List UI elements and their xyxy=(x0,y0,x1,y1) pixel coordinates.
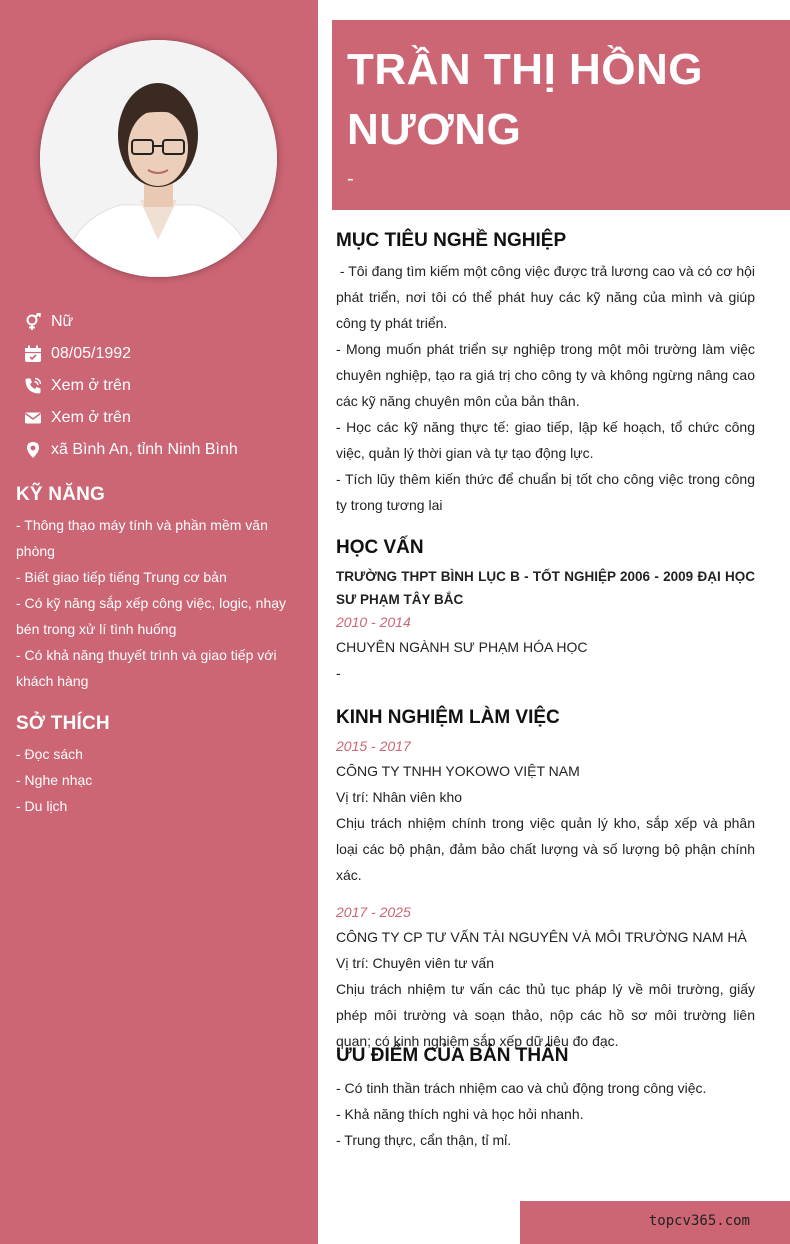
phone-row xyxy=(24,370,314,402)
sidebar xyxy=(0,0,318,1244)
email-icon xyxy=(24,409,42,427)
objective-title: MỤC TIÊU NGHỀ NGHIỆP xyxy=(336,230,567,251)
skills-line: bén trong xử lí tình huống xyxy=(16,621,177,637)
skills-line: - Thông thạo máy tính và phần mềm văn xyxy=(16,517,268,533)
skills-line: khách hàng xyxy=(16,673,89,689)
birthday-row xyxy=(24,338,314,370)
strengths-title: ƯU ĐIỂM CỦA BẢN THÂN xyxy=(336,1045,569,1066)
email-text: Xem ở trên xyxy=(51,409,131,426)
job-position: Vị trí: Chuyên viên tư vấn xyxy=(336,955,494,971)
job-description: Chịu trách nhiệm tư vấn các thủ tục pháp lý về môi trường, giấy phép môi trường và soạn thảo, nộp các hồ sơ môi trường liên quan; có kinh nghiệm sắp xếp dữ liệu đo đạc. xyxy=(336,981,755,1049)
strength-item: - Khả năng thích nghi và học hỏi nhanh. xyxy=(336,1106,584,1122)
hobby-item: - Đọc sách xyxy=(16,746,83,762)
candidate-name: TRẦN THỊ HỒNG NƯƠNG xyxy=(347,45,704,154)
job-period: 2015 - 2017 xyxy=(336,738,411,754)
job-position: Vị trí: Nhân viên kho xyxy=(336,789,463,805)
school-name: TRƯỜNG THPT BÌNH LỤC B - TỐT NGHIỆP 2006 - 2009 ĐẠI HỌC SƯ PHẠM TÂY BẮC xyxy=(336,569,755,607)
job-company: CÔNG TY TNHH YOKOWO VIỆT NAM xyxy=(336,763,580,779)
calendar-icon xyxy=(24,345,42,363)
education-major: CHUYÊN NGÀNH SƯ PHẠM HÓA HỌC xyxy=(336,639,588,655)
objective-paragraph: - Tích lũy thêm kiến thức để chuẩn bị tốt cho công việc trong công ty trong tương lai xyxy=(336,471,755,513)
education-period: 2010 - 2014 xyxy=(336,614,411,630)
address-row xyxy=(24,434,314,466)
gender-icon xyxy=(24,313,42,331)
hobby-item: - Du lịch xyxy=(16,798,68,814)
hobbies-section xyxy=(16,713,296,819)
email-row xyxy=(24,402,314,434)
job-description: Chịu trách nhiệm chính trong việc quản lý kho, sắp xếp và phân loại các bộ phận, đảm bảo chất lượng và số lượng bộ phận chính xác. xyxy=(336,815,755,883)
education-note: - xyxy=(336,665,341,681)
hobbies-title: SỞ THÍCH xyxy=(16,713,110,734)
skills-section xyxy=(16,484,296,694)
gender-row xyxy=(24,306,314,338)
strength-item: - Trung thực, cẩn thận, tỉ mỉ. xyxy=(336,1132,512,1148)
skills-line: - Biết giao tiếp tiếng Trung cơ bản xyxy=(16,569,227,585)
objective-section xyxy=(336,228,759,518)
address-text: xã Bình An, tỉnh Ninh Bình xyxy=(51,441,238,458)
birthday-text: 08/05/1992 xyxy=(51,345,132,362)
education-section xyxy=(336,535,755,686)
location-icon xyxy=(24,441,42,459)
objective-paragraph: - Học các kỹ năng thực tế: giao tiếp, lập kế hoạch, tổ chức công việc, quản lý thời gian và tự tạo động lực. xyxy=(336,419,755,461)
hobby-item: - Nghe nhạc xyxy=(16,772,93,788)
phone-icon xyxy=(24,377,42,395)
avatar xyxy=(40,40,277,277)
objective-paragraph: - Mong muốn phát triển sự nghiệp trong một môi trường làm việc chuyên nghiệp, tạo ra giá trị cho công ty và không ngừng nâng cao các kỹ năng chuyên môn của bản thân. xyxy=(336,341,755,409)
experience-title: KINH NGHIỆM LÀM VIỆC xyxy=(336,707,560,728)
skills-title: KỸ NĂNG xyxy=(16,484,106,505)
portrait-photo xyxy=(40,40,277,277)
footer-site: topcv365.com xyxy=(648,1213,750,1229)
contact-info xyxy=(24,306,314,466)
skills-line: - Có kỹ năng sắp xếp công việc, logic, nhạy xyxy=(16,595,287,611)
job-company: CÔNG TY CP TƯ VẤN TÀI NGUYÊN VÀ MÔI TRƯỜNG NAM HÀ xyxy=(336,929,747,945)
phone-text: Xem ở trên xyxy=(51,377,131,394)
skills-line: phòng xyxy=(16,543,55,559)
strengths-section xyxy=(336,1043,755,1153)
gender-text: Nữ xyxy=(51,313,74,330)
skills-line: - Có khả năng thuyết trình và giao tiếp với xyxy=(16,647,277,663)
job-period: 2017 - 2025 xyxy=(336,904,411,920)
objective-paragraph: - Tôi đang tìm kiếm một công việc được trả lương cao và có cơ hội phát triển, nơi tôi có thể phát huy các kỹ năng của mình và giúp công ty phát triển. xyxy=(336,263,759,331)
name-header xyxy=(332,20,790,210)
footer-bar xyxy=(520,1201,790,1244)
strength-item: - Có tinh thần trách nhiệm cao và chủ động trong công việc. xyxy=(336,1080,707,1096)
experience-section xyxy=(336,705,755,1054)
candidate-subtitle: - xyxy=(347,168,354,190)
education-title: HỌC VẤN xyxy=(336,537,424,558)
